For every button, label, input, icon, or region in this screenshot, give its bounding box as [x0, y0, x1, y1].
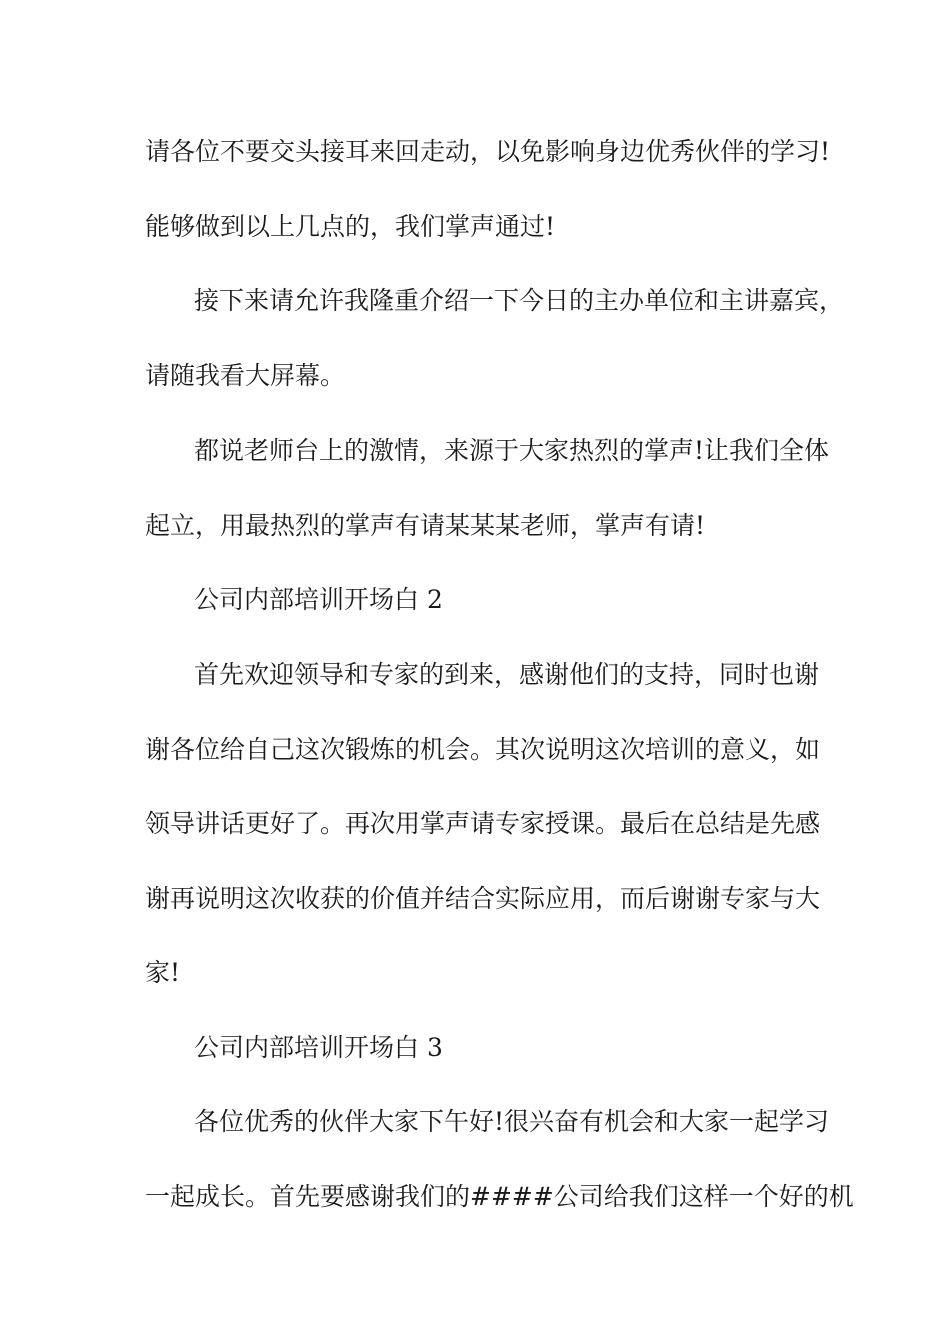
section-heading: 公司内部培训开场白 3 — [194, 1033, 443, 1062]
paragraph-line: 起立，用最热烈的掌声有请某某某老师，掌声有请! — [145, 511, 706, 540]
paragraph-line: 各位优秀的伙伴大家下午好!很兴奋有机会和大家一起学习 — [194, 1107, 830, 1136]
paragraph-line: 家! — [145, 958, 181, 987]
paragraph-line: 谢再说明这次收获的价值并结合实际应用，而后谢谢专家与大 — [145, 884, 821, 913]
paragraph-line: 首先欢迎领导和专家的到来，感谢他们的支持，同时也谢 — [194, 660, 820, 689]
paragraph-line: 请各位不要交头接耳来回走动，以免影响身边优秀伙伴的学习! — [145, 137, 831, 166]
paragraph-line: 都说老师台上的激情，来源于大家热烈的掌声!让我们全体 — [194, 436, 830, 465]
section-heading: 公司内部培训开场白 2 — [194, 585, 443, 614]
paragraph-line: 请随我看大屏幕。 — [145, 361, 346, 390]
paragraph-line: 谢各位给自己这次锻炼的机会。其次说明这次培训的意义，如 — [145, 735, 821, 764]
paragraph-line: 领导讲话更好了。再次用掌声请专家授课。最后在总结是先感 — [145, 809, 821, 838]
paragraph-line: 接下来请允许我隆重介绍一下今日的主办单位和主讲嘉宾， — [194, 286, 845, 315]
paragraph-line: 能够做到以上几点的，我们掌声通过! — [145, 212, 556, 241]
paragraph-line: 一起成长。首先要感谢我们的####公司给我们这样一个好的机 — [145, 1182, 854, 1211]
